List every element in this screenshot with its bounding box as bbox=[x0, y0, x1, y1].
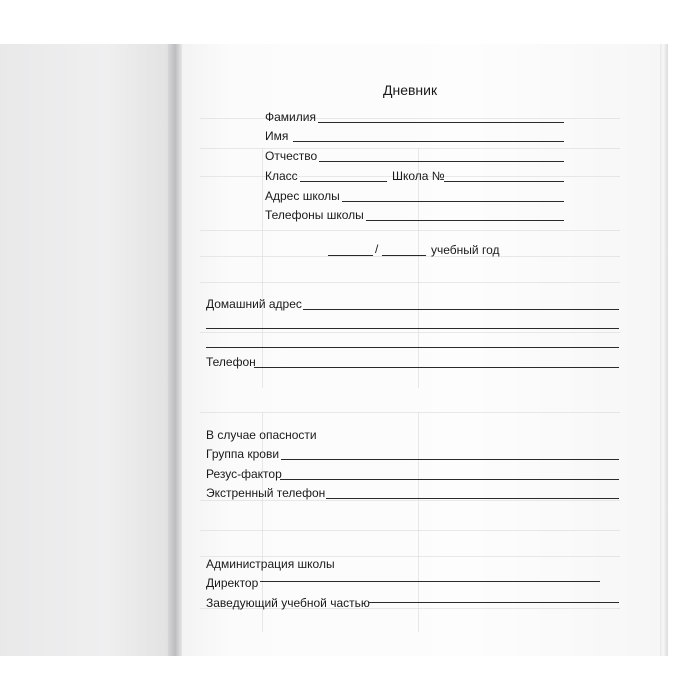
school-address-line[interactable] bbox=[342, 201, 564, 202]
rh-factor-label: Резус-фактор bbox=[206, 467, 282, 481]
showthrough-line bbox=[200, 148, 620, 149]
emergency-header: В случае опасности bbox=[206, 428, 317, 442]
blood-group-label: Группа крови bbox=[206, 447, 280, 461]
school-address-label: Адрес школы bbox=[265, 189, 340, 203]
home-address-line-1[interactable] bbox=[303, 309, 619, 310]
school-number-line[interactable] bbox=[444, 181, 564, 182]
emergency-phone-label: Экстренный телефон bbox=[206, 486, 326, 500]
class-line[interactable] bbox=[300, 181, 387, 182]
administration-header: Администрация школы bbox=[206, 557, 335, 571]
showthrough-line bbox=[200, 530, 620, 531]
year-slash: / bbox=[375, 242, 379, 256]
phone-line[interactable] bbox=[254, 367, 619, 368]
page-edge bbox=[660, 44, 668, 656]
director-line[interactable] bbox=[260, 581, 600, 582]
patronymic-line[interactable] bbox=[319, 161, 564, 162]
showthrough-line bbox=[418, 412, 419, 632]
year-start-line[interactable] bbox=[328, 255, 373, 256]
school-phones-line[interactable] bbox=[366, 220, 564, 221]
surname-line[interactable] bbox=[318, 122, 564, 123]
emergency-phone-line[interactable] bbox=[326, 498, 619, 499]
school-phones-label: Телефоны школы bbox=[265, 208, 364, 222]
school-year-label: учебный год bbox=[431, 243, 500, 257]
showthrough-line bbox=[200, 500, 620, 501]
showthrough-line bbox=[200, 256, 620, 257]
home-address-line-3[interactable] bbox=[206, 347, 619, 348]
rh-factor-line[interactable] bbox=[280, 479, 619, 480]
school-number-label: Школа № bbox=[392, 169, 445, 183]
showthrough-line bbox=[200, 230, 620, 231]
class-label: Класс bbox=[265, 169, 298, 183]
showthrough-line bbox=[200, 282, 620, 283]
home-address-label: Домашний адрес bbox=[206, 297, 302, 311]
blood-group-line[interactable] bbox=[281, 459, 619, 460]
name-label: Имя bbox=[265, 129, 289, 143]
surname-label: Фамилия bbox=[265, 110, 316, 124]
showthrough-line bbox=[200, 118, 620, 119]
showthrough-line bbox=[200, 332, 620, 333]
head-teacher-line[interactable] bbox=[368, 602, 619, 603]
showthrough-line bbox=[262, 148, 263, 388]
page-title: Дневник bbox=[383, 82, 438, 98]
phone-label: Телефон bbox=[206, 355, 256, 369]
year-end-line[interactable] bbox=[382, 255, 426, 256]
head-teacher-label: Заведующий учебной частью bbox=[206, 596, 370, 610]
left-page bbox=[0, 44, 180, 656]
patronymic-label: Отчество bbox=[265, 149, 318, 163]
home-address-line-2[interactable] bbox=[206, 328, 619, 329]
director-label: Директор bbox=[206, 576, 259, 590]
showthrough-line bbox=[200, 412, 620, 413]
name-line[interactable] bbox=[293, 141, 564, 142]
showthrough-line bbox=[418, 148, 419, 388]
